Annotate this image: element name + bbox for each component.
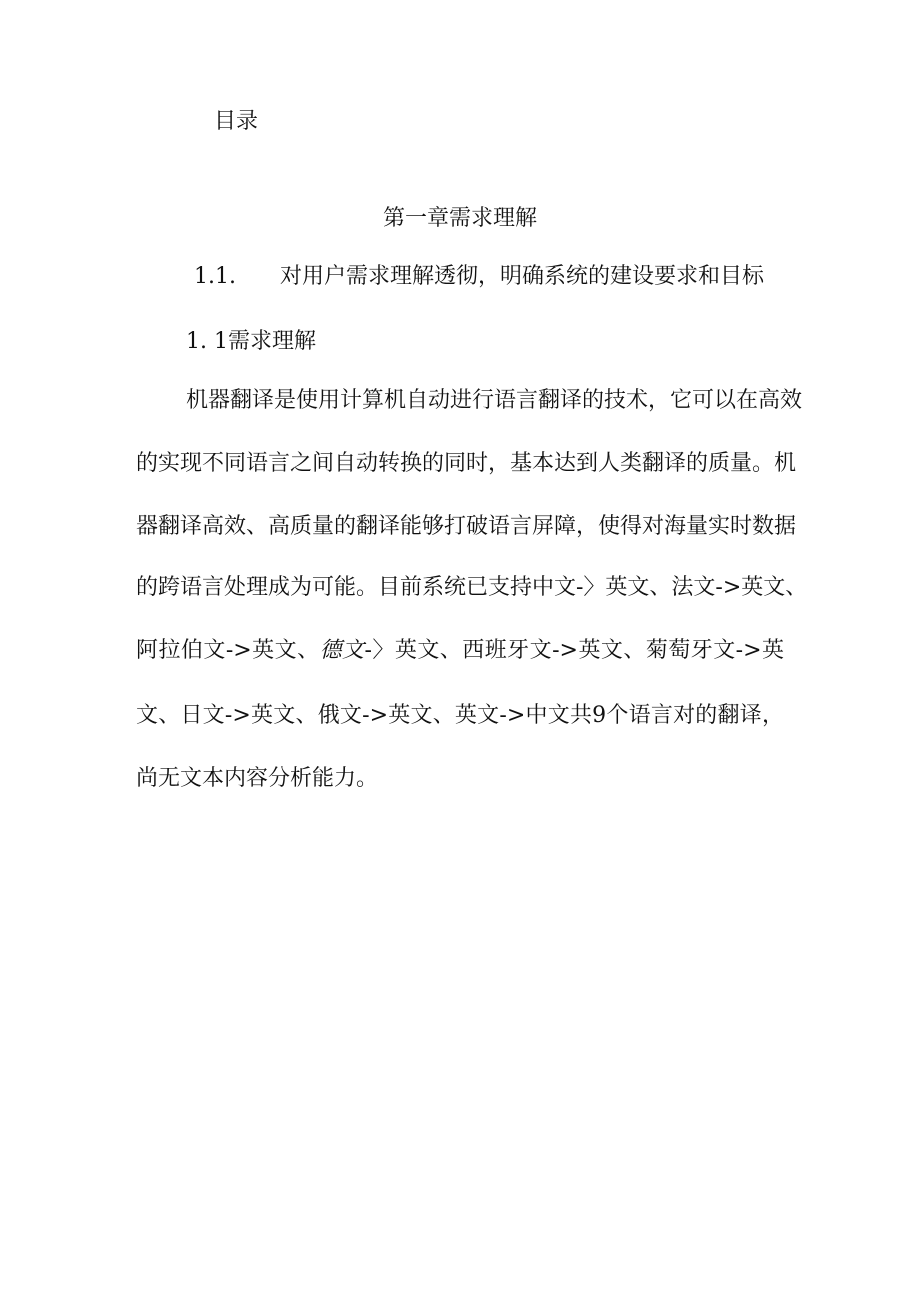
paragraph-line: 的实现不同语言之间自动转换的同时，基本达到人类翻译的质量。机 [136,451,797,476]
section-number: 1.1. [194,264,236,289]
paragraph-line: 器翻译高效、高质量的翻译能够打破语言屏障，使得对海量实时数据 [136,514,797,539]
paragraph-line: 的跨语言处理成为可能。目前系统已支持中文-〉英文、法文->英文、 [136,575,808,600]
section-heading [194,262,764,292]
paragraph-text: -〉英文、西班牙文->英文、菊萄牙文->英 [364,638,785,663]
paragraph-line [136,636,784,666]
paragraph-line: 文、日文->英文、俄文->英文、英文->中文共9个语言对的翻译， [136,703,784,728]
toc-title: 目录 [214,109,259,134]
paragraph-line: 机器翻译是使用计算机自动进行语言翻译的技术，它可以在高效 [186,388,803,413]
chapter-title: 第一章需求理解 [382,206,537,231]
paragraph-text: 阿拉伯文->英文、 [136,638,320,663]
subsection-title: 1. 1需求理解 [186,329,316,354]
section-title: 对用户需求理解透彻，明确系统的建设要求和目标 [280,264,765,289]
paragraph-line: 尚无文本内容分析能力。 [136,766,379,791]
paragraph-italic-text: 德文 [319,638,365,663]
